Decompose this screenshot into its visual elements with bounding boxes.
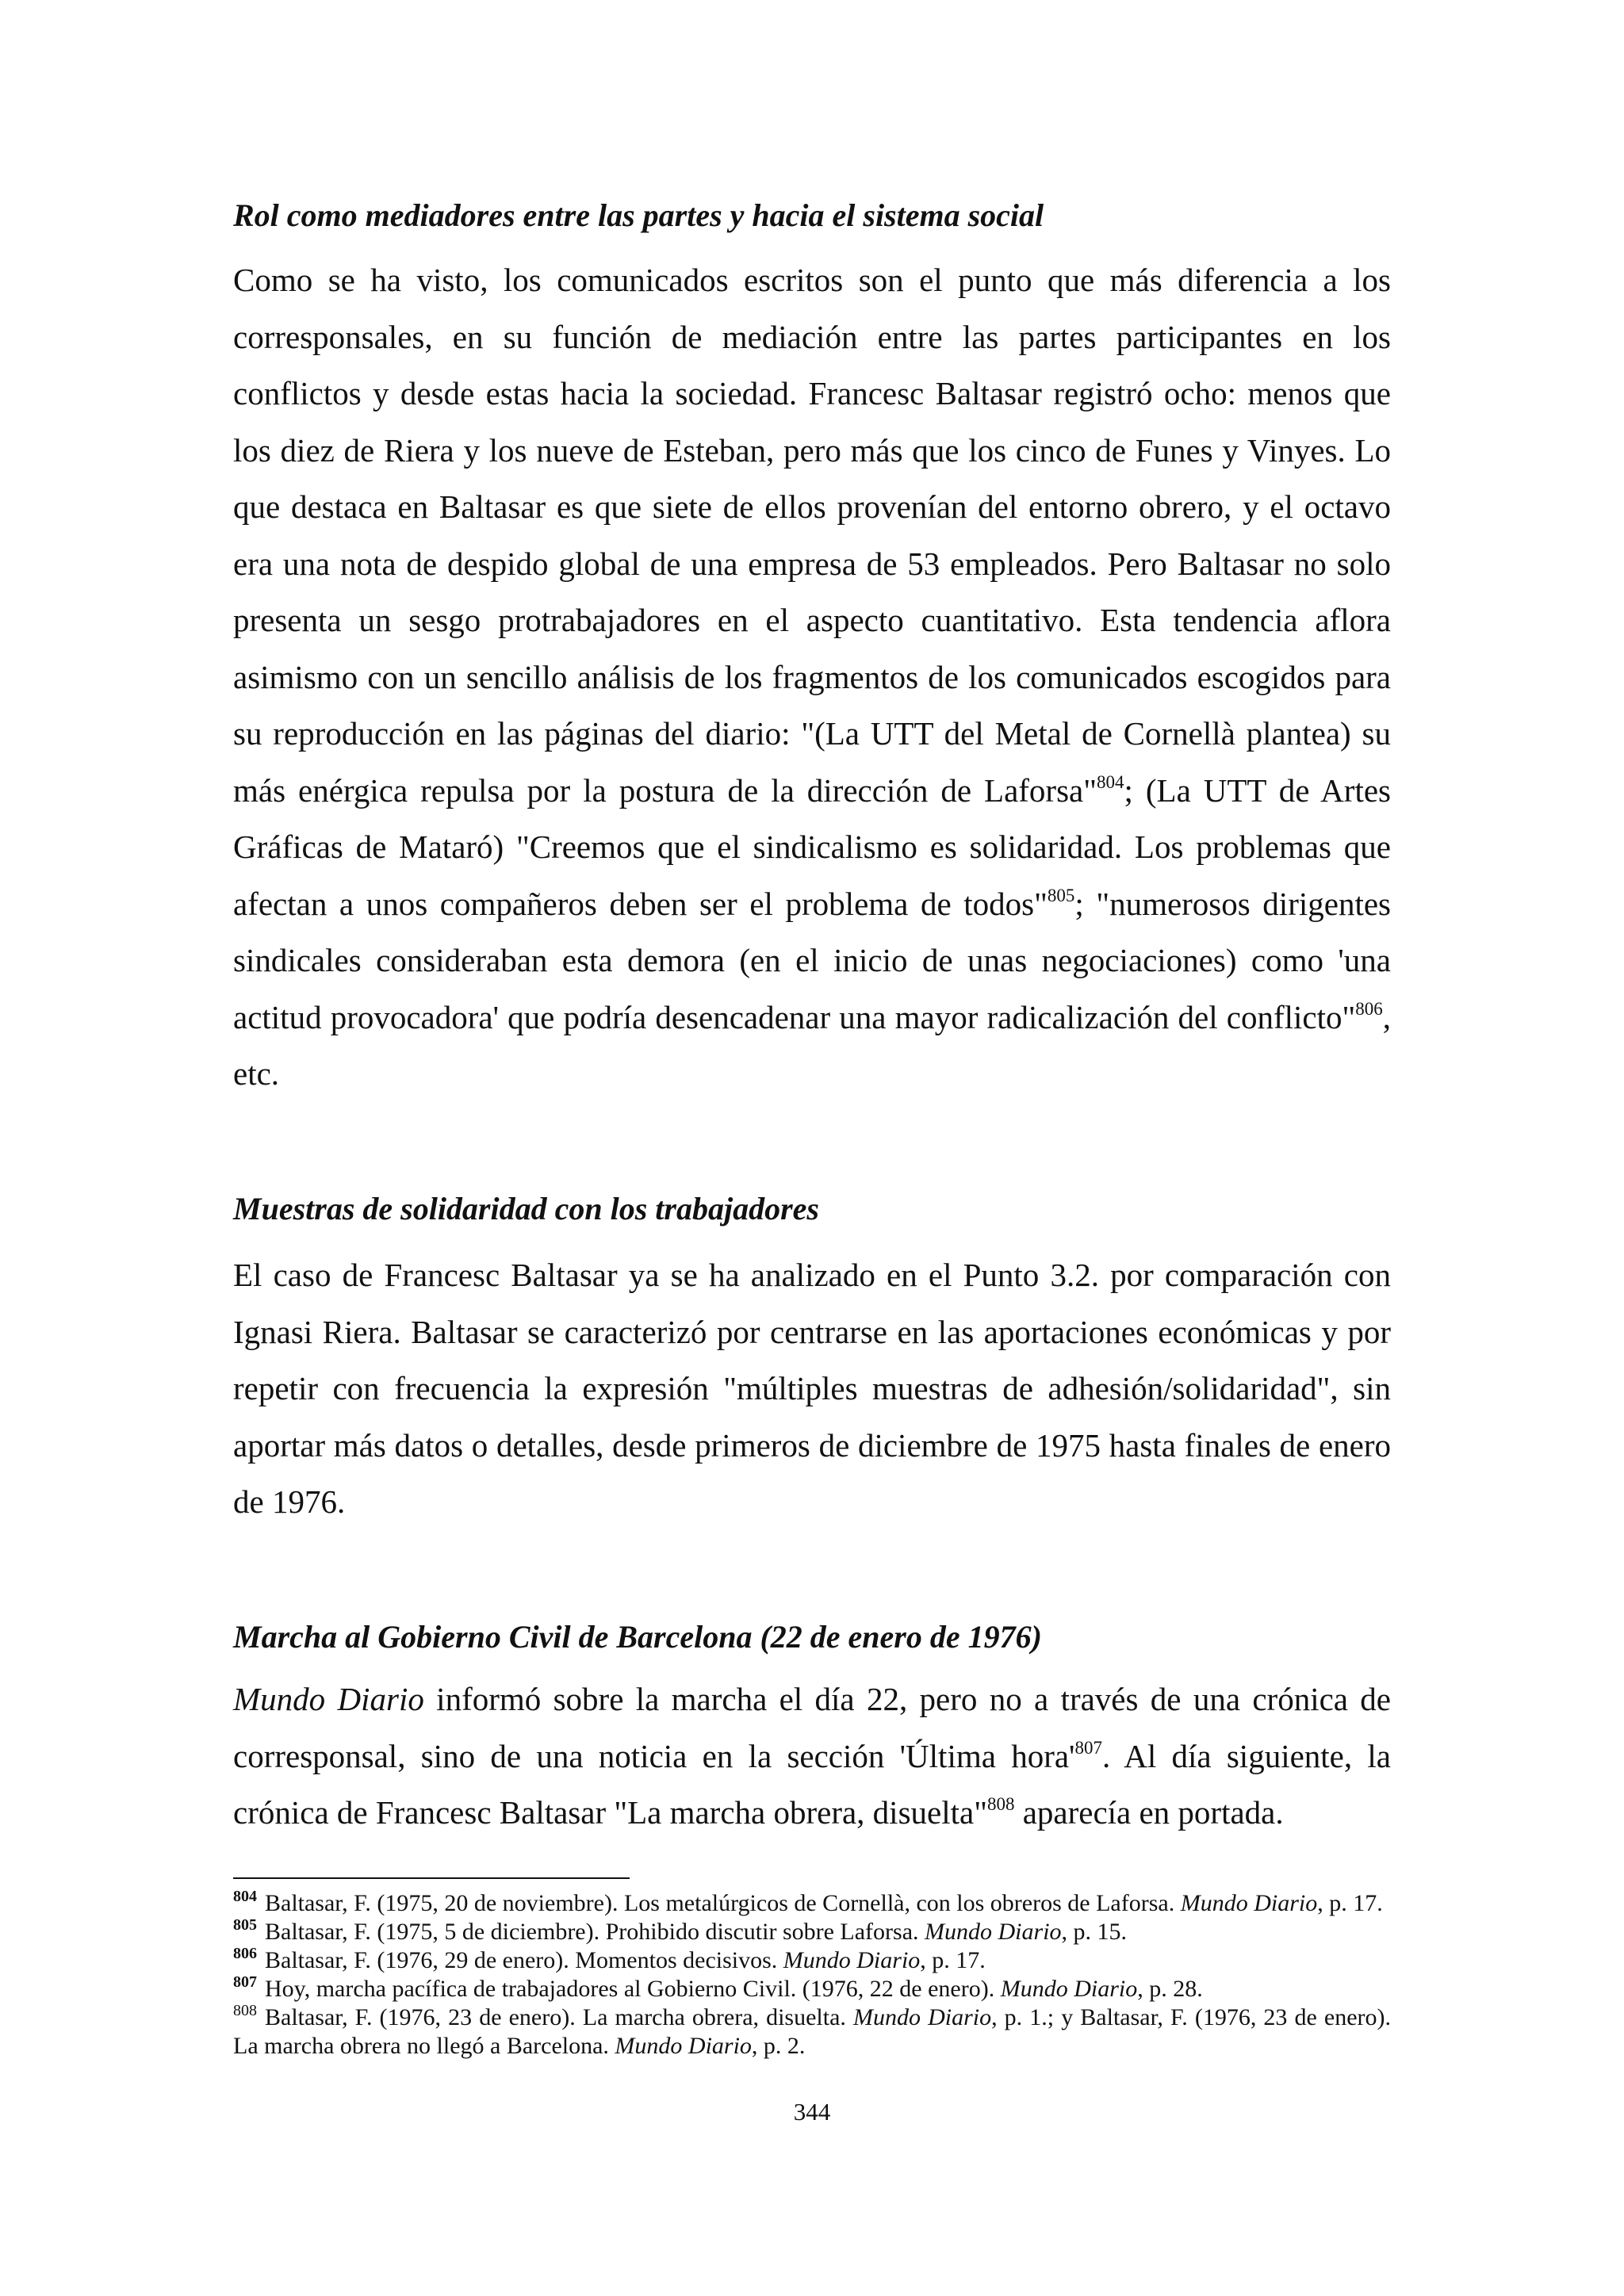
section-body-solidaridad xyxy=(233,1247,1391,1531)
footnote-source: Mundo Diario xyxy=(1000,1976,1138,2002)
footnote-text: Baltasar, F. (1976, 29 de enero). Momentos decisivos. xyxy=(265,1947,783,1973)
footnote-number: 808 xyxy=(233,2002,257,2019)
footnotes xyxy=(233,1889,1391,2061)
footnote-source: Mundo Diario xyxy=(925,1919,1062,1945)
footnote-number: 807 xyxy=(233,1973,257,1991)
footnote-804 xyxy=(233,1889,1391,1918)
paragraph-text: informó sobre la marcha el día 22, pero no a través de una crónica de corresponsal, sino de una noticia en la sección 'Última hora' xyxy=(233,1681,1392,1774)
paragraph-text: , etc. xyxy=(233,998,1391,1092)
newspaper-title: Mundo Diario xyxy=(233,1681,424,1717)
footnote-text: , p. 28. xyxy=(1137,1976,1203,2002)
footnote-text: , p. 17. xyxy=(920,1947,986,1973)
section-body-marcha xyxy=(233,1671,1391,1842)
paragraph: El caso de Francesc Baltasar ya se ha analizado en el Punto 3.2. por comparación con Ignasi Riera. Baltasar se caracterizó por centrarse en las aportaciones económicas y por repetir con frecuencia la expresión "múltiples muestras de adhesión/solidaridad", sin aportar más datos o detalles, desde primeros de diciembre de 1975 hasta finales de enero de 1976. xyxy=(233,1257,1391,1520)
footnote-divider xyxy=(233,1877,630,1879)
section-heading-solidaridad: Muestras de solidaridad con los trabajadores xyxy=(233,1191,819,1226)
footnote-number: 805 xyxy=(233,1916,257,1934)
footnote-ref[interactable]: 806 xyxy=(1355,998,1383,1019)
footnote-text: Baltasar, F. (1976, 23 de enero). La marcha obrera, disuelta. xyxy=(265,2004,853,2030)
footnote-ref[interactable]: 808 xyxy=(986,1794,1015,1814)
footnote-808 xyxy=(233,2003,1391,2061)
page-number: 344 xyxy=(793,2098,831,2126)
footnote-ref[interactable]: 804 xyxy=(1096,771,1124,792)
footnote-source: Mundo Diario xyxy=(1180,1890,1318,1916)
footnote-text: Baltasar, F. (1975, 5 de diciembre). Prohibido discutir sobre Laforsa. xyxy=(265,1919,925,1945)
section-heading-marcha: Marcha al Gobierno Civil de Barcelona (22 de enero de 1976) xyxy=(233,1619,1042,1655)
footnote-text: , p. 17. xyxy=(1317,1890,1383,1916)
footnote-ref[interactable]: 807 xyxy=(1074,1737,1102,1758)
footnote-806 xyxy=(233,1946,1391,1975)
footnote-source: Mundo Diario xyxy=(853,2004,992,2030)
section-body-mediadores xyxy=(233,252,1391,1103)
paragraph-text: . Al día siguiente, la crónica de Francesc Baltasar "La marcha obrera, disuelta" xyxy=(233,1737,1391,1831)
footnote-number: 806 xyxy=(233,1945,257,1962)
footnote-text: Baltasar, F. (1975, 20 de noviembre). Los metalúrgicos de Cornellà, con los obreros de Laforsa. xyxy=(265,1890,1181,1916)
footnote-source: Mundo Diario xyxy=(615,2033,752,2059)
footnote-text: , p. 15. xyxy=(1061,1919,1128,1945)
paragraph xyxy=(233,252,1391,1103)
footnote-source: Mundo Diario xyxy=(783,1947,921,1973)
paragraph-text: ; (La UTT de Artes Gráficas de Mataró) "Creemos que el sindicalismo es solidaridad. Los problemas que afectan a unos compañeros deben ser el problema de todos" xyxy=(233,771,1391,922)
footnote-ref[interactable]: 805 xyxy=(1047,885,1075,905)
footnote-number: 804 xyxy=(233,1888,257,1905)
paragraph-text: Como se ha visto, los comunicados escritos son el punto que más diferencia a los corresponsales, en su función de mediación entre las partes participantes en los conflictos y desde estas hacia la sociedad. Francesc Baltasar registró ocho: menos que los diez de Riera y los nueve de Esteban, pero más que los cinco de Funes y Vinyes. Lo que destaca en Baltasar es que siete de ellos provenían del entorno obrero, y el octavo era una nota de despido global de una empresa de 53 empleados. Pero Baltasar no solo presenta un sesgo protrabajadores en el aspecto cuantitativo. Esta tendencia aflora asimismo con un sencillo análisis de los fragmentos de los comunicados escogidos para su reproducción en las páginas del diario: "(La UTT del Metal de Cornellà plantea) su más enérgica repulsa por la postura de la dirección de Laforsa" xyxy=(233,262,1391,809)
footnote-805 xyxy=(233,1918,1391,1946)
paragraph-text: aparecía en portada. xyxy=(1014,1794,1284,1831)
footnote-807 xyxy=(233,1975,1391,2003)
paragraph xyxy=(233,1671,1391,1842)
paragraph-text: ; "numerosos dirigentes sindicales consideraban esta demora (en el inicio de unas negociaciones) como 'una actitud provocadora' que podría desencadenar una mayor radicalización del conflicto" xyxy=(233,885,1391,1035)
footnote-text: Hoy, marcha pacífica de trabajadores al Gobierno Civil. (1976, 22 de enero). xyxy=(265,1976,1001,2002)
footnote-text: , p. 1.; y Baltasar, F. (1976, 23 de enero). La marcha obrera no llegó a Barcelona. xyxy=(233,2004,1392,2059)
section-heading-mediadores: Rol como mediadores entre las partes y hacia el sistema social xyxy=(233,197,1044,233)
footnote-text: , p. 2. xyxy=(751,2033,806,2059)
